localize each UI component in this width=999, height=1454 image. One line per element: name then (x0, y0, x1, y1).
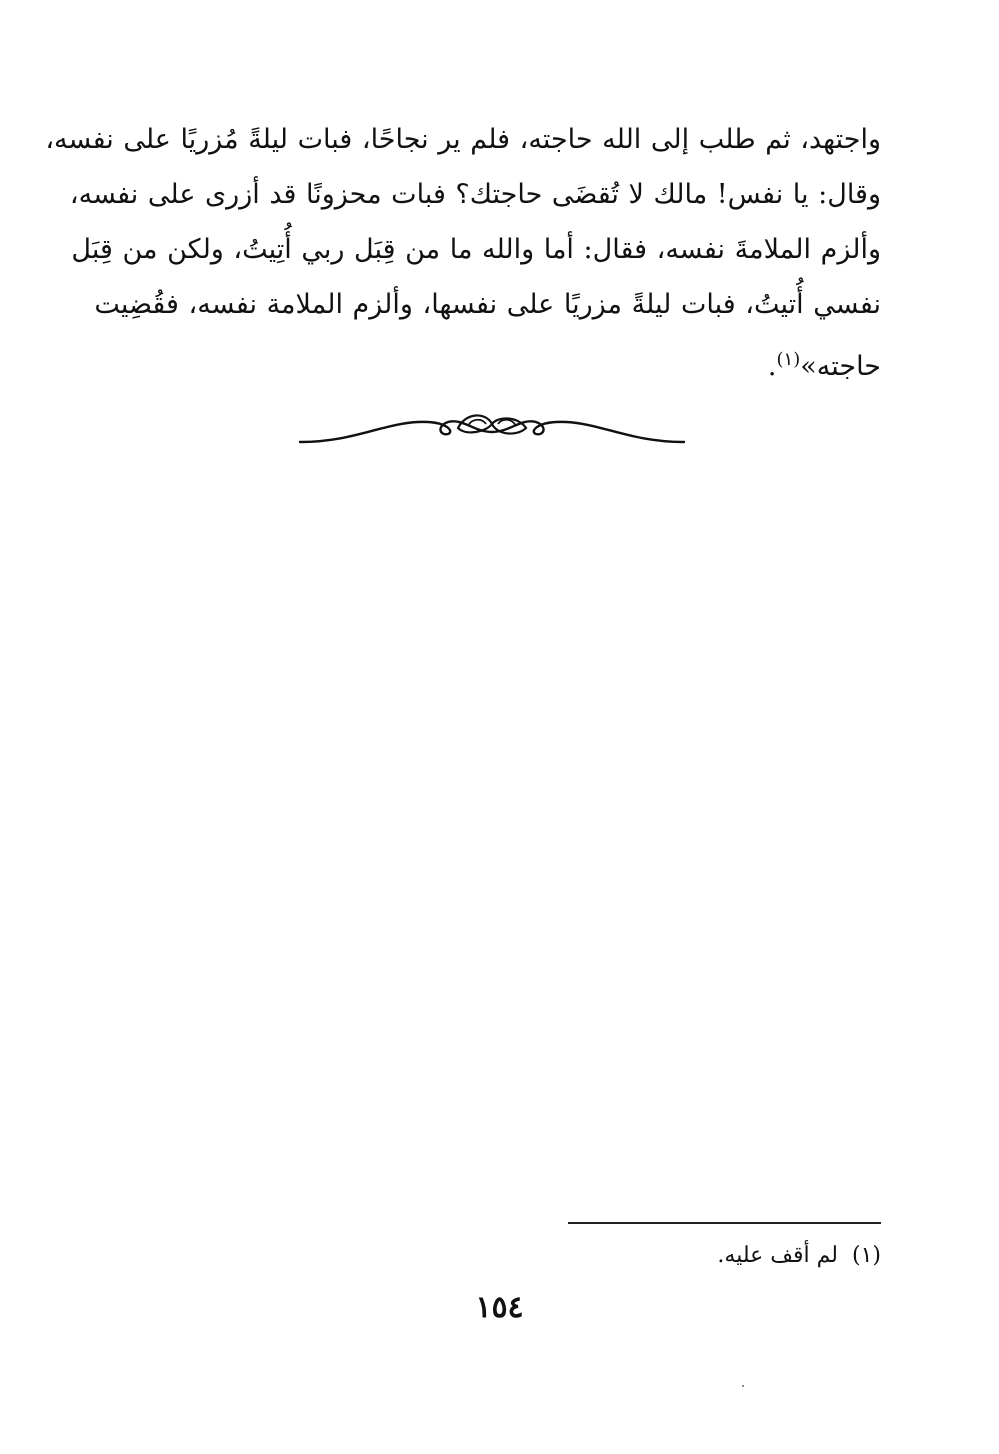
text-line-1: واجتهد، ثم طلب إلى الله حاجته، فلم ير نجاحًا، فبات ليلةً مُزريًا على نفسه، (45, 124, 881, 155)
text-line-4: نفسي أُتيتُ، فبات ليلةً مزريًا على نفسها، وألزم الملامة نفسه، فقُضِيت (94, 289, 881, 320)
text-line-2: وقال: يا نفس! مالك لا تُقضَى حاجتك؟ فبات محزونًا قد أزرى على نفسه، (69, 179, 881, 210)
text-line-3: وألزم الملامةَ نفسه، فقال: أما والله ما من قِبَل ربي أُتِيتُ، ولكن من قِبَل (71, 234, 881, 265)
end-period: . (767, 351, 777, 382)
footnote-reference: (١) (776, 349, 801, 370)
page-number: ١٥٤ (475, 1290, 524, 1325)
text-line-5-content: حاجته» (800, 351, 881, 382)
text-line-5 (105, 332, 881, 387)
footnote-text: لم أقف عليه. (717, 1243, 838, 1268)
footnote-number: (١) (851, 1243, 881, 1268)
footnote (717, 1240, 881, 1272)
footnote-separator (568, 1222, 881, 1224)
scan-speck (742, 1385, 744, 1387)
ornament-divider-icon (298, 402, 686, 452)
main-text (45, 112, 881, 387)
